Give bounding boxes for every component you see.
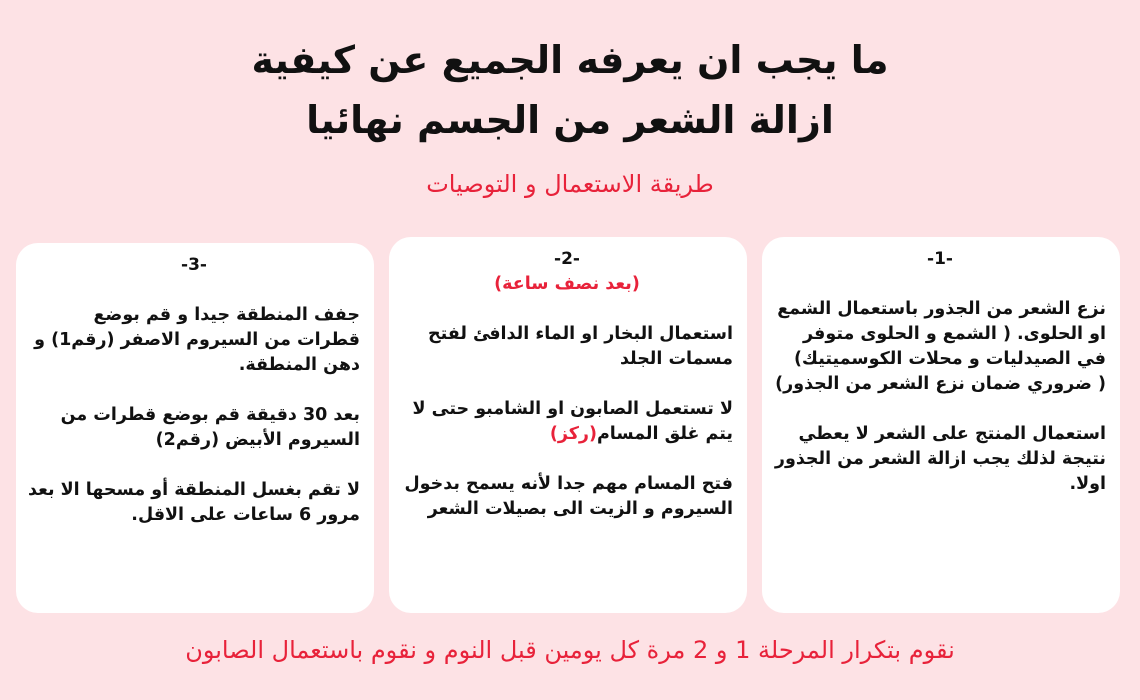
step-text-3: لا تقم بغسل المنطقة أو مسحها الا بعد مرور 6 ساعات على الاقل. bbox=[28, 480, 360, 525]
page-subtitle: طريقة الاستعمال و التوصيات bbox=[426, 170, 714, 198]
step-number: -2- bbox=[554, 249, 580, 269]
step-card-1 bbox=[762, 237, 1120, 613]
step-text-1: جفف المنطقة جيدا و قم بوضع قطرات من السيروم الاصفر (رقم1) و دهن المنطقة. bbox=[34, 305, 360, 375]
step-text-2-note: (ركز) bbox=[549, 424, 597, 444]
title-line-2: ازالة الشعر من الجسم نهائيا bbox=[306, 98, 834, 142]
step-text-1: استعمال البخار او الماء الدافئ لفتح مسمات الجلد bbox=[428, 324, 733, 369]
step-number: -3- bbox=[181, 255, 207, 275]
footer-note: نقوم بتكرار المرحلة 1 و 2 مرة كل يومين قبل النوم و نقوم باستعمال الصابون bbox=[185, 636, 955, 664]
step-text-2-main: لا تستعمل الصابون او الشامبو حتى لا يتم غلق المسام bbox=[412, 399, 733, 444]
step-text-1: نزع الشعر من الجذور باستعمال الشمع او الحلوى. ( الشمع و الحلوى متوفر في الصيدليات و محلات الكوسميتيك) bbox=[777, 299, 1106, 369]
step-text-2 bbox=[401, 397, 733, 447]
step-card-2 bbox=[389, 237, 747, 613]
step-text-3: فتح المسام مهم جدا لأنه يسمح بدخول السيروم و الزيت الى بصيلات الشعر bbox=[404, 474, 733, 519]
title-line-1: ما يجب ان يعرفه الجميع عن كيفية bbox=[251, 38, 889, 82]
step-text-2: ( ضروري ضمان نزع الشعر من الجذور) bbox=[775, 374, 1106, 394]
step-card-3 bbox=[16, 243, 374, 613]
step-text-3: استعمال المنتج على الشعر لا يعطي نتيجة لذلك يجب ازالة الشعر من الجذور اولا. bbox=[774, 424, 1106, 494]
page-title bbox=[0, 30, 1140, 150]
step-text-2: بعد 30 دقيقة قم بوضع قطرات من السيروم الأبيض (رقم2) bbox=[60, 405, 360, 450]
step-number: -1- bbox=[927, 249, 953, 269]
step-note: (بعد نصف ساعة) bbox=[494, 274, 640, 294]
